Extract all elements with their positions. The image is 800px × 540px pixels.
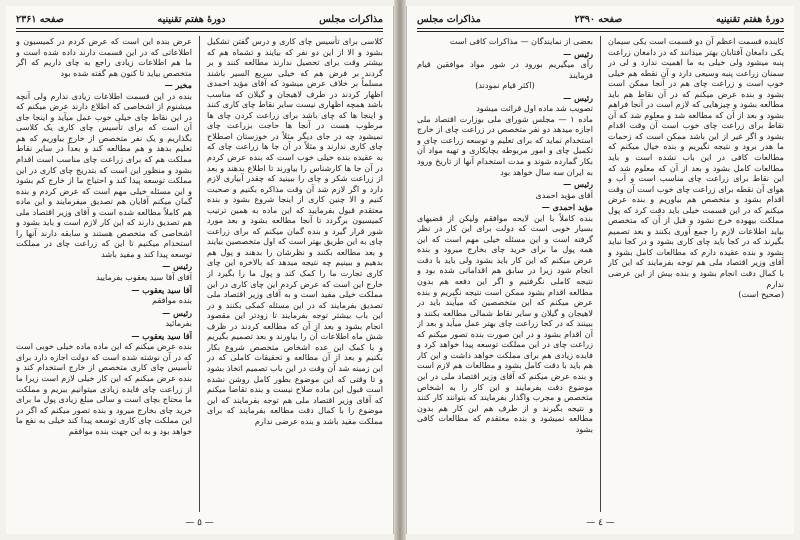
left-column-first: [207, 36, 383, 512]
paragraph-text: بفرمائید: [165, 318, 192, 329]
paragraph-text: بنده در این قسمت اطلاعات زیادی ندارم ولی آنچه میشنوم از اشخاصی که اطلاع دارند عرض میکنم که در این نقاط چای خیلی خوب عمل میآید و اینجا جای آن است که برای تأسیس چای کاری یک کلاسی بگذاریم و یک نفر متخصص از خارج بیاوریم که هم تعلیم بدهد و هم مطالعه کند و بعداً در سایر نقاط مملکت هم که برای زراعت چای مناسب است اقدام بشود و منظور این است که بتدریج چای کاری در این مملکت توسعه پیدا کند و احتیاج ما از خارج کم بشود و این مسئله خیلی مهم است که عرض کردم و بنده گمان میکنم آقایان هم تصدیق میفرمایند و این ماده هم کاملاً مطالعه شده است و آقای وزیر اقتصاد ملی هم تصدیق دارند که این کار لازم است و باید بشود و اشخاصی که متخصص هستند و سابقه دارند آنها را استخدام میکنیم تا این که زراعت چای در مملکت توسعه پیدا کند و مفید باشد: [16, 90, 192, 259]
right-header-rule: [417, 28, 784, 32]
right-page-label: صفحه ۲۳۹۰: [574, 13, 623, 25]
right-column-divider: [600, 36, 601, 512]
transcript-paragraph: [16, 36, 192, 78]
right-column-first: [608, 36, 784, 512]
transcript-paragraph: [417, 202, 593, 434]
paragraph-text: عرض بنده این است که عرض کردم در کمیسیون و اطلاعاتی که در این قسمت دارند داده شده است و ما هم اطلاعات زیادی راجع به چای داریم که اگر متخصص بیاید تا کنون هم گفته شده بود: [16, 36, 192, 78]
left-session-title: دورهٔ هفتم تقنینیه: [157, 13, 226, 25]
left-journal-title: مذاکرات مجلس: [319, 13, 383, 25]
speaker-name: مؤید احمدی —: [541, 202, 593, 213]
paragraph-text: رأی میگیریم بورود در شور مواد موافقین قیام فرمایند: [417, 59, 593, 80]
transcript-paragraph: [207, 36, 383, 426]
paragraph-text: آقای مؤید احمدی: [535, 189, 593, 200]
speaker-name: مخبر —: [164, 80, 192, 91]
speaker-name: رئیس —: [563, 92, 593, 103]
left-page-label: صفحه ۲۳۶۱: [16, 13, 64, 25]
right-columns: [417, 36, 784, 512]
transcript-paragraph: [417, 36, 593, 47]
transcript-paragraph: [417, 114, 593, 177]
speaker-name: آقا سید یعقوب —: [131, 284, 192, 295]
transcript-paragraph: [16, 331, 192, 436]
paragraph-text: ماده ۱ — مجلس شورای ملی بوزارت اقتصاد ملی اجازه میدهد دو نفر متخصص در زراعت چای از خارج استخدام نماید که برای تعلیم و توسعه زراعت چای و تکمیل چای و امور مربوطه بچایکاری و تهیه مواد آن بکار گمارده شوند و مدت استخدام آنها از تاریخ ورود به ایران سه سال خواهد بود: [417, 113, 593, 177]
paragraph-text: (صحیح است): [738, 289, 784, 300]
right-column-second: [417, 36, 593, 512]
transcript-paragraph: [608, 289, 784, 300]
speaker-name: رئیس —: [162, 307, 192, 318]
transcript-paragraph: [16, 261, 192, 282]
left-page: [6, 6, 394, 534]
left-column-divider: [199, 36, 200, 512]
transcript-paragraph: [417, 49, 593, 81]
transcript-paragraph: [16, 80, 192, 259]
transcript-paragraph: [16, 308, 192, 329]
paragraph-text: بنده کاملاً با این لایحه موافقم ولیکن از قضیهای بسیار خوبی است که دولت برای این کار در نظر گرفته است و این مسئله خیلی مهم است که این همه پول ما برای خرید چای بخارج میرود و بنده عرض میکنم که این کار باید بشود ولی باید با دقت انجام شود زیرا در سابق هم اقداماتی شده بود و نتیجه کاملی نگرفتیم و اگر این دفعه هم بدون مطالعه اقدام بشود ممکن است نتیجه نگیریم و بنده عرض میکنم که این متخصصین که میآیند باید در لاهیجان و گیلان و سایر نقاط شمالی مطالعه بکنند و ببینند که در کجا زراعت چای بهتر عمل میآید و بعد از آن اقدام بشود و در این صورت بنده تصور میکنم که زراعت چای در این مملکت توسعه پیدا خواهد کرد و فایده زیادی هم برای مملکت خواهد داشت و این کار هم باید با دقت کامل بشود و مطالعات هم لازم است و بنده عرض میکنم که آقای وزیر اقتصاد ملی در این موضوع دقت بفرمایند و این کار را به اشخاص متخصص و مجرب واگذار بفرمایند که بتوانند کار کنند و نتیجه بگیرند و از طرف هم این کار هم بدون مطالعه نمیشود و بنده معتقدم که مطالعات کافی بشود: [417, 212, 593, 434]
left-header-rule: [16, 28, 383, 32]
paragraph-text: (اکثر قیام نمودند): [475, 80, 535, 91]
transcript-paragraph: [417, 93, 593, 114]
right-journal-title: مذاکرات مجلس: [417, 13, 481, 25]
paragraph-text: بنده موافقم: [152, 295, 192, 306]
right-running-head: [417, 12, 784, 26]
right-session-title: دورهٔ هفتم تقنینیه: [715, 13, 784, 25]
paragraph-text: آقای آقا سید یعقوب بفرمایید: [96, 272, 192, 283]
left-page-number: — ٥ —: [185, 518, 214, 528]
book-gutter: [394, 0, 406, 540]
right-page: [406, 6, 794, 534]
transcript-paragraph: [417, 80, 593, 91]
paragraph-text: بعضی از نمایندگان — مذاکرات کافی است: [449, 36, 593, 46]
paragraph-text: کلاسی برای تأسیس چای کاری و درس گفتن تشکیل بشود و الا از این دو نفر که بیایند و تشماه هم که بیشتر وقت برای تحصیل ندارند مطالعه کنند و بر گردند بر فرض هم که خیلی سریع السیر باشند مسلماً بر خلاف عرض میشود که آقای مؤید احمدی اظهار کردند در طرف لاهیجان و گیلان که مناسب باشد همچه اظهاری نیست سایر نقاط چای کاری کنند و اینجا ها که چای باشد برای زراعت کردن چای ها مرطوب هست در آنجا ها حاجت بزراعت چای نمیشود چه در جای دیگر مثلاً در خوزستان اصطلاح چای کاری ندارند و مثلاً در آن جا ها زراعت چای که به عقیده بنده خیلی خوب است که بنده عرض کردم در آن جا ها کارشناس را بیاورند تا اطلاع بدهند و بعد از زراعت شکر و چای را ببینید که چقدر آبیاری لازم دارد و اگر لازم شد آن وقت مذاکره بکنیم و صحبت کنیم و الا چنین کاری از اینجا شروع بشود و بنده معتقدم قبول بفرمایید که این ماده به همین ترتیب کمیسیون برگردد تا آنجا مطالعه بشود و بعد مورد شور قرار گیرد و بنده گمان میکنم که برای زراعت چای به این طریق بهتر است که اول متخصصین بیایند و بعد مطالعه بکنند و نظرشان را بدهند و پول هم بدهیم و ببینیم چه نتیجه میدهد که بالاخره این چای کاری تجارت ما را کمک کند و پول ما را بگیرد از خارج این است که عرض کردم این چای کاری در این مملکت خیلی مفید است و به آقای وزیر اقتصاد ملی تصدیق بفرمایند که در این مسئله کمکی بکنند و در این باب بیشتر توجه بفرمایند تا زودتر این مقصود انجام بشود و بعد از آن که مطالعه کردند در ظرف شش ماه اطلاعات آن را بیاورند و بعد تصمیم بگیریم و با کمک این عده اشخاص متخصص شروع بکار بکنیم و بعد از آن مطالعه و تحقیقات کاملی که در این زمینه شد آن وقت در این باب تصمیم اتخاذ بشود و تا وقتی که این موضوع بطور کامل روشن نشده است قبول این ماده صلاح نیست و بنده تقاضا میکنم که آقای وزیر اقتصاد ملی هم توجه بفرمایند که این موضوع را با کمال دقت مطالعه بفرمایند که برای مملکت مفید باشد و بنده عرضی ندارم: [207, 36, 383, 426]
left-column-second: [16, 36, 192, 512]
right-page-number: — ٤ —: [586, 518, 615, 528]
paragraph-text: بنده عرض میکنم که این ماده ماده خیلی خوبی است که در آن نوشته شده است که دولت اجازه دارد برای تأسیس چای کاری متخصص از خارج استخدام کند و بنده عرض میکنم که این کار خیلی لازم است زیرا ما از زراعت چای فایده زیادی میتوانیم ببریم و مملکت ما محتاج بچای است و سالی مبلغ زیادی پول ما برای خرید چای بخارج میرود و بنده تصور میکنم که اگر در این مملکت چای کاری توسعه پیدا کند خیلی به نفع ما خواهد بود و به این جهت بنده موافقم: [16, 341, 192, 436]
transcript-paragraph: [16, 285, 192, 306]
speaker-name: رئیس —: [162, 261, 192, 272]
left-columns: [16, 36, 383, 512]
transcript-paragraph: [417, 179, 593, 200]
left-running-head: [16, 12, 383, 26]
speaker-name: رئیس —: [563, 48, 593, 59]
speaker-name: آقا سید یعقوب —: [131, 330, 192, 341]
paragraph-text: کاینده قسمت اعظم آن دو قسمت است یکی سیمان یکی دامغان آفتابان بهتر میدانند که در دامغان زراعت پنبه میشود ولی خیلی به ما اهمیت ندارد و لی در سمنان زراعت پنبه وسیعی دارد و آن نقطه هم خیلی خوب است و زراعت چای هم در آنجا ممکن است بشود و بنده عرض میکنم که در آن نقاط هم باید مطالعه بشود و چیزهایی که لازم است در آنجا فراهم بشود و بعد از آن که مطالعه شد و معلوم شد که آن نقاط برای زراعت چای خوب است آن وقت اقدام بشود و اگر غیر از این باشد ممکن است که زحمات ما هدر برود و نتیجه نگیریم و بنده خیال میکنم که مطالعات کافی در این باب نشده است و باید مطالعات کامل بشود و بعد از آن که معلوم شد که این نقاط برای زراعت چای مناسب است و آب و هوای آن نقطه برای زراعت چای خوب است آن وقت اقدام بشود و متخصص هم بیاوریم و بنده عرض میکنم که در این قسمت خیلی باید دقت کرد که پول مملکت بیهوده خرج نشود و قبل از آن که متخصص بیاید اطلاعات لازم را جمع آوری بکنند و بعد تصمیم بگیرند که در کجا باید چای کاری بشود و در کجا نباید بشود و بنده عقیده دارم که مطالعات کامل بشود و آقای وزیر اقتصاد ملی هم توجه بفرمایند که این کار با کمال دقت انجام بشود و بنده بیش از این عرضی ندارم: [608, 36, 784, 289]
transcript-paragraph: [608, 36, 784, 289]
paragraph-text: تصویب شد ماده اول قرائت میشود: [476, 103, 593, 114]
speaker-name: رئیس —: [563, 179, 593, 190]
